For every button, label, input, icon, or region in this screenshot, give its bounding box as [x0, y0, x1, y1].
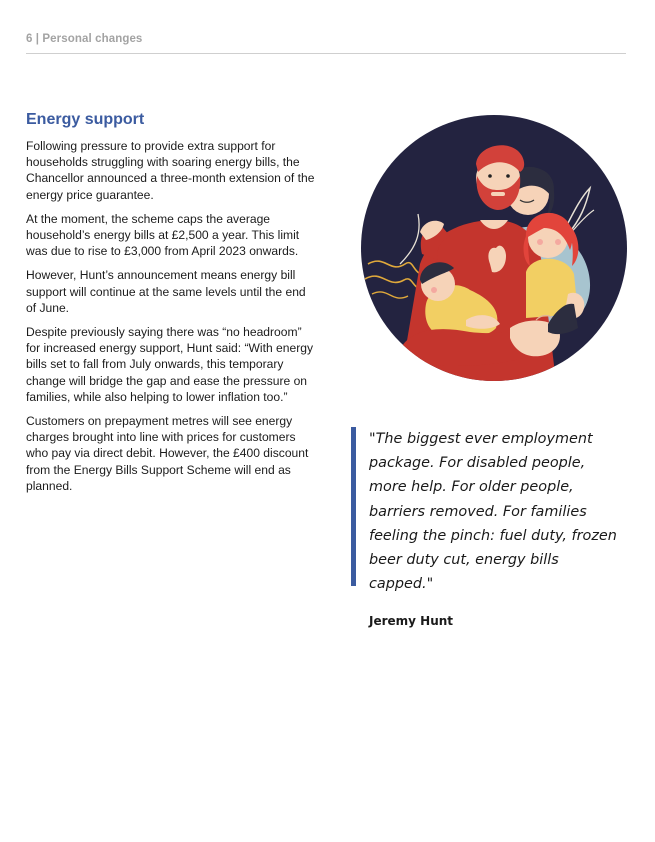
running-head: 6 | Personal changes: [26, 33, 143, 45]
section-title: Energy support: [26, 111, 145, 128]
family-illustration-icon: [360, 114, 628, 382]
quote-author: Jeremy Hunt: [369, 614, 454, 628]
quote-text: "The biggest ever employment package. For disabled people, more help. For older people, barriers removed. For families feeling the pinch: fuel duty, frozen beer duty cut, energy bills capped.": [369, 431, 617, 593]
article-paragraph-2: At the moment, the scheme caps the average household’s energy bills at £2,500 a year. This limit was due to rise to £3,000 from April 2023 onwards.: [26, 211, 300, 259]
quote-accent-bar: [351, 427, 356, 586]
article-paragraph-4: Despite previously saying there was “no headroom” for increased energy support, Hunt said: “With energy bills set to fall from July onwards, this temporary change will bridge the gap and ease the pressure on families, while also helping to lower inflation too.”: [26, 325, 314, 404]
article-column: [26, 111, 318, 502]
article-paragraph-1: Following pressure to provide extra support for households struggling with soaring energy bills, the Chancellor announced a three-month extension of the energy price guarantee.: [26, 139, 315, 202]
pull-quote: [351, 427, 626, 596]
header-divider: [26, 53, 626, 54]
article-paragraph-3: However, Hunt’s announcement means energy bill support will continue at the same levels until the end of June.: [26, 268, 306, 315]
article-paragraph-5: Customers on prepayment metres will see energy charges brought into line with prices for customers who pay via direct debit. However, the £400 discount from the Energy Bills Support Scheme will end as planned.: [26, 414, 309, 493]
